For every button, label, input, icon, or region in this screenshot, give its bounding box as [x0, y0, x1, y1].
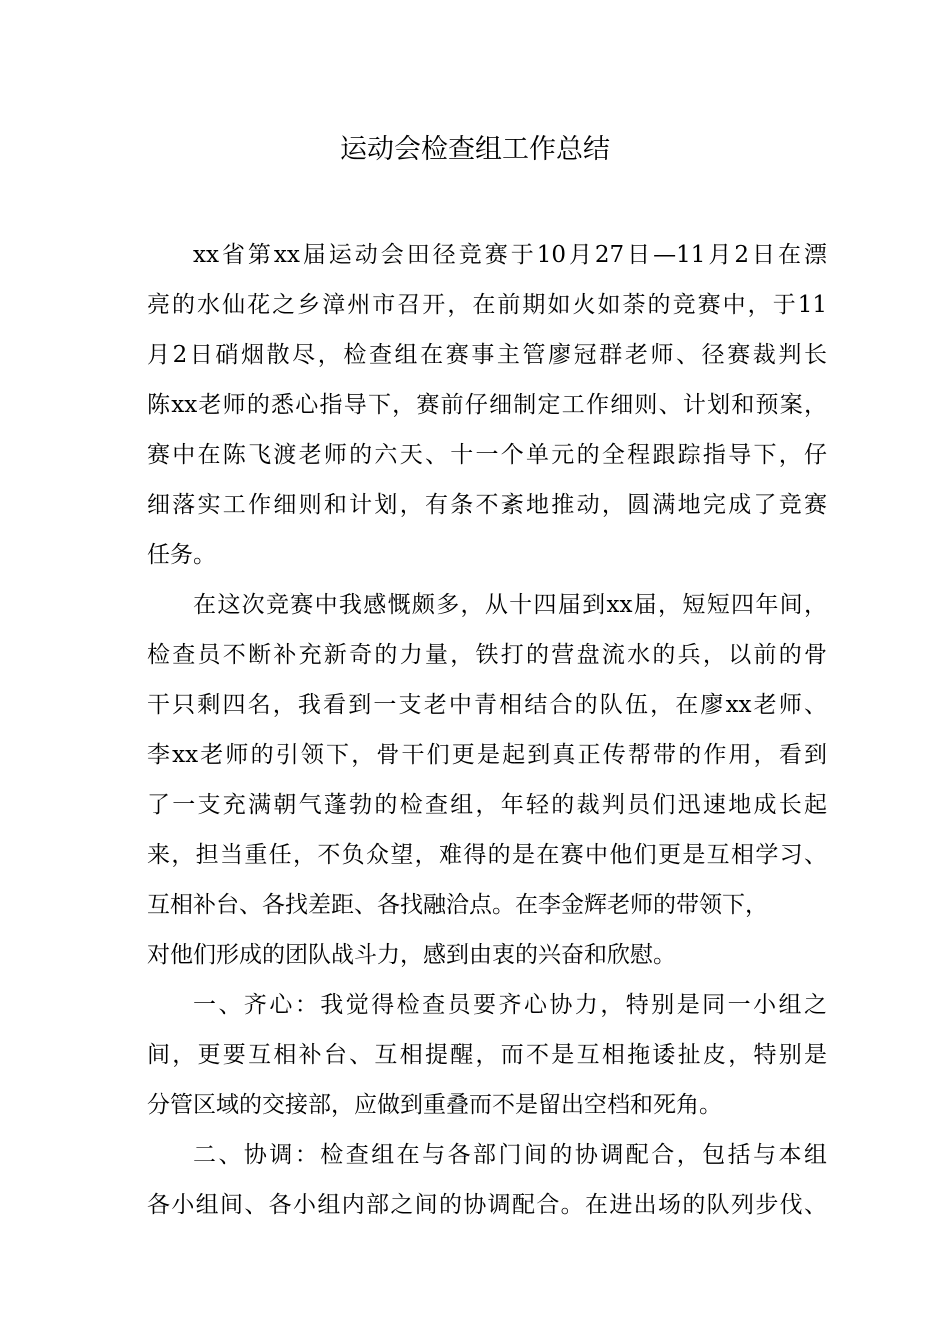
text-line: xx省第xx届运动会田径竞赛于10月27日—11月2日在漂: [193, 242, 827, 268]
document-title: 运动会检查组工作总结: [340, 134, 610, 165]
document-body: [147, 230, 827, 1230]
paragraph-4: [147, 1130, 827, 1230]
text-line: 了一支充满朝气蓬勃的检查组，年轻的裁判员们迅速地成长起: [147, 792, 827, 818]
text-line: 检查员不断补充新奇的力量，铁打的营盘流水的兵，以前的骨: [147, 642, 827, 668]
text-line: 一、齐心：我觉得检查员要齐心协力，特别是同一小组之: [193, 992, 827, 1018]
text-line: 对他们形成的团队战斗力，感到由衷的兴奋和欣慰。: [147, 942, 676, 968]
text-line: 互相补台、各找差距、各找融洽点。在李金辉老师的带领下，: [147, 892, 768, 918]
text-line: 二、协调：检查组在与各部门间的协调配合，包括与本组: [193, 1142, 827, 1168]
paragraph-1: [147, 230, 827, 580]
text-line: 各小组间、各小组内部之间的协调配合。在进出场的队列步伐、: [147, 1192, 827, 1218]
text-line: 月2日硝烟散尽，检查组在赛事主管廖冠群老师、径赛裁判长: [147, 342, 827, 368]
paragraph-2: [147, 580, 827, 980]
text-line: 赛中在陈飞渡老师的六天、十一个单元的全程跟踪指导下，仔: [147, 442, 827, 468]
paragraph-3: [147, 980, 827, 1130]
text-line: 任务。: [147, 542, 216, 568]
text-line: 分管区域的交接部，应做到重叠而不是留出空档和死角。: [147, 1092, 722, 1118]
text-line: 在这次竞赛中我感慨颇多，从十四届到xx届，短短四年间，: [193, 592, 827, 618]
text-line: 来，担当重任，不负众望，难得的是在赛中他们更是互相学习、: [147, 842, 827, 868]
text-line: 李xx老师的引领下，骨干们更是起到真正传帮带的作用，看到: [147, 742, 827, 768]
text-line: 细落实工作细则和计划，有条不紊地推动，圆满地完成了竞赛: [147, 492, 827, 518]
text-line: 间，更要互相补台、互相提醒，而不是互相拖诿扯皮，特别是: [147, 1042, 827, 1068]
text-line: 干只剩四名，我看到一支老中青相结合的队伍，在廖xx老师、: [147, 692, 827, 718]
text-line: 陈xx老师的悉心指导下，赛前仔细制定工作细则、计划和预案，: [147, 392, 827, 418]
text-line: 亮的水仙花之乡漳州市召开，在前期如火如荼的竞赛中，于11: [147, 292, 827, 318]
